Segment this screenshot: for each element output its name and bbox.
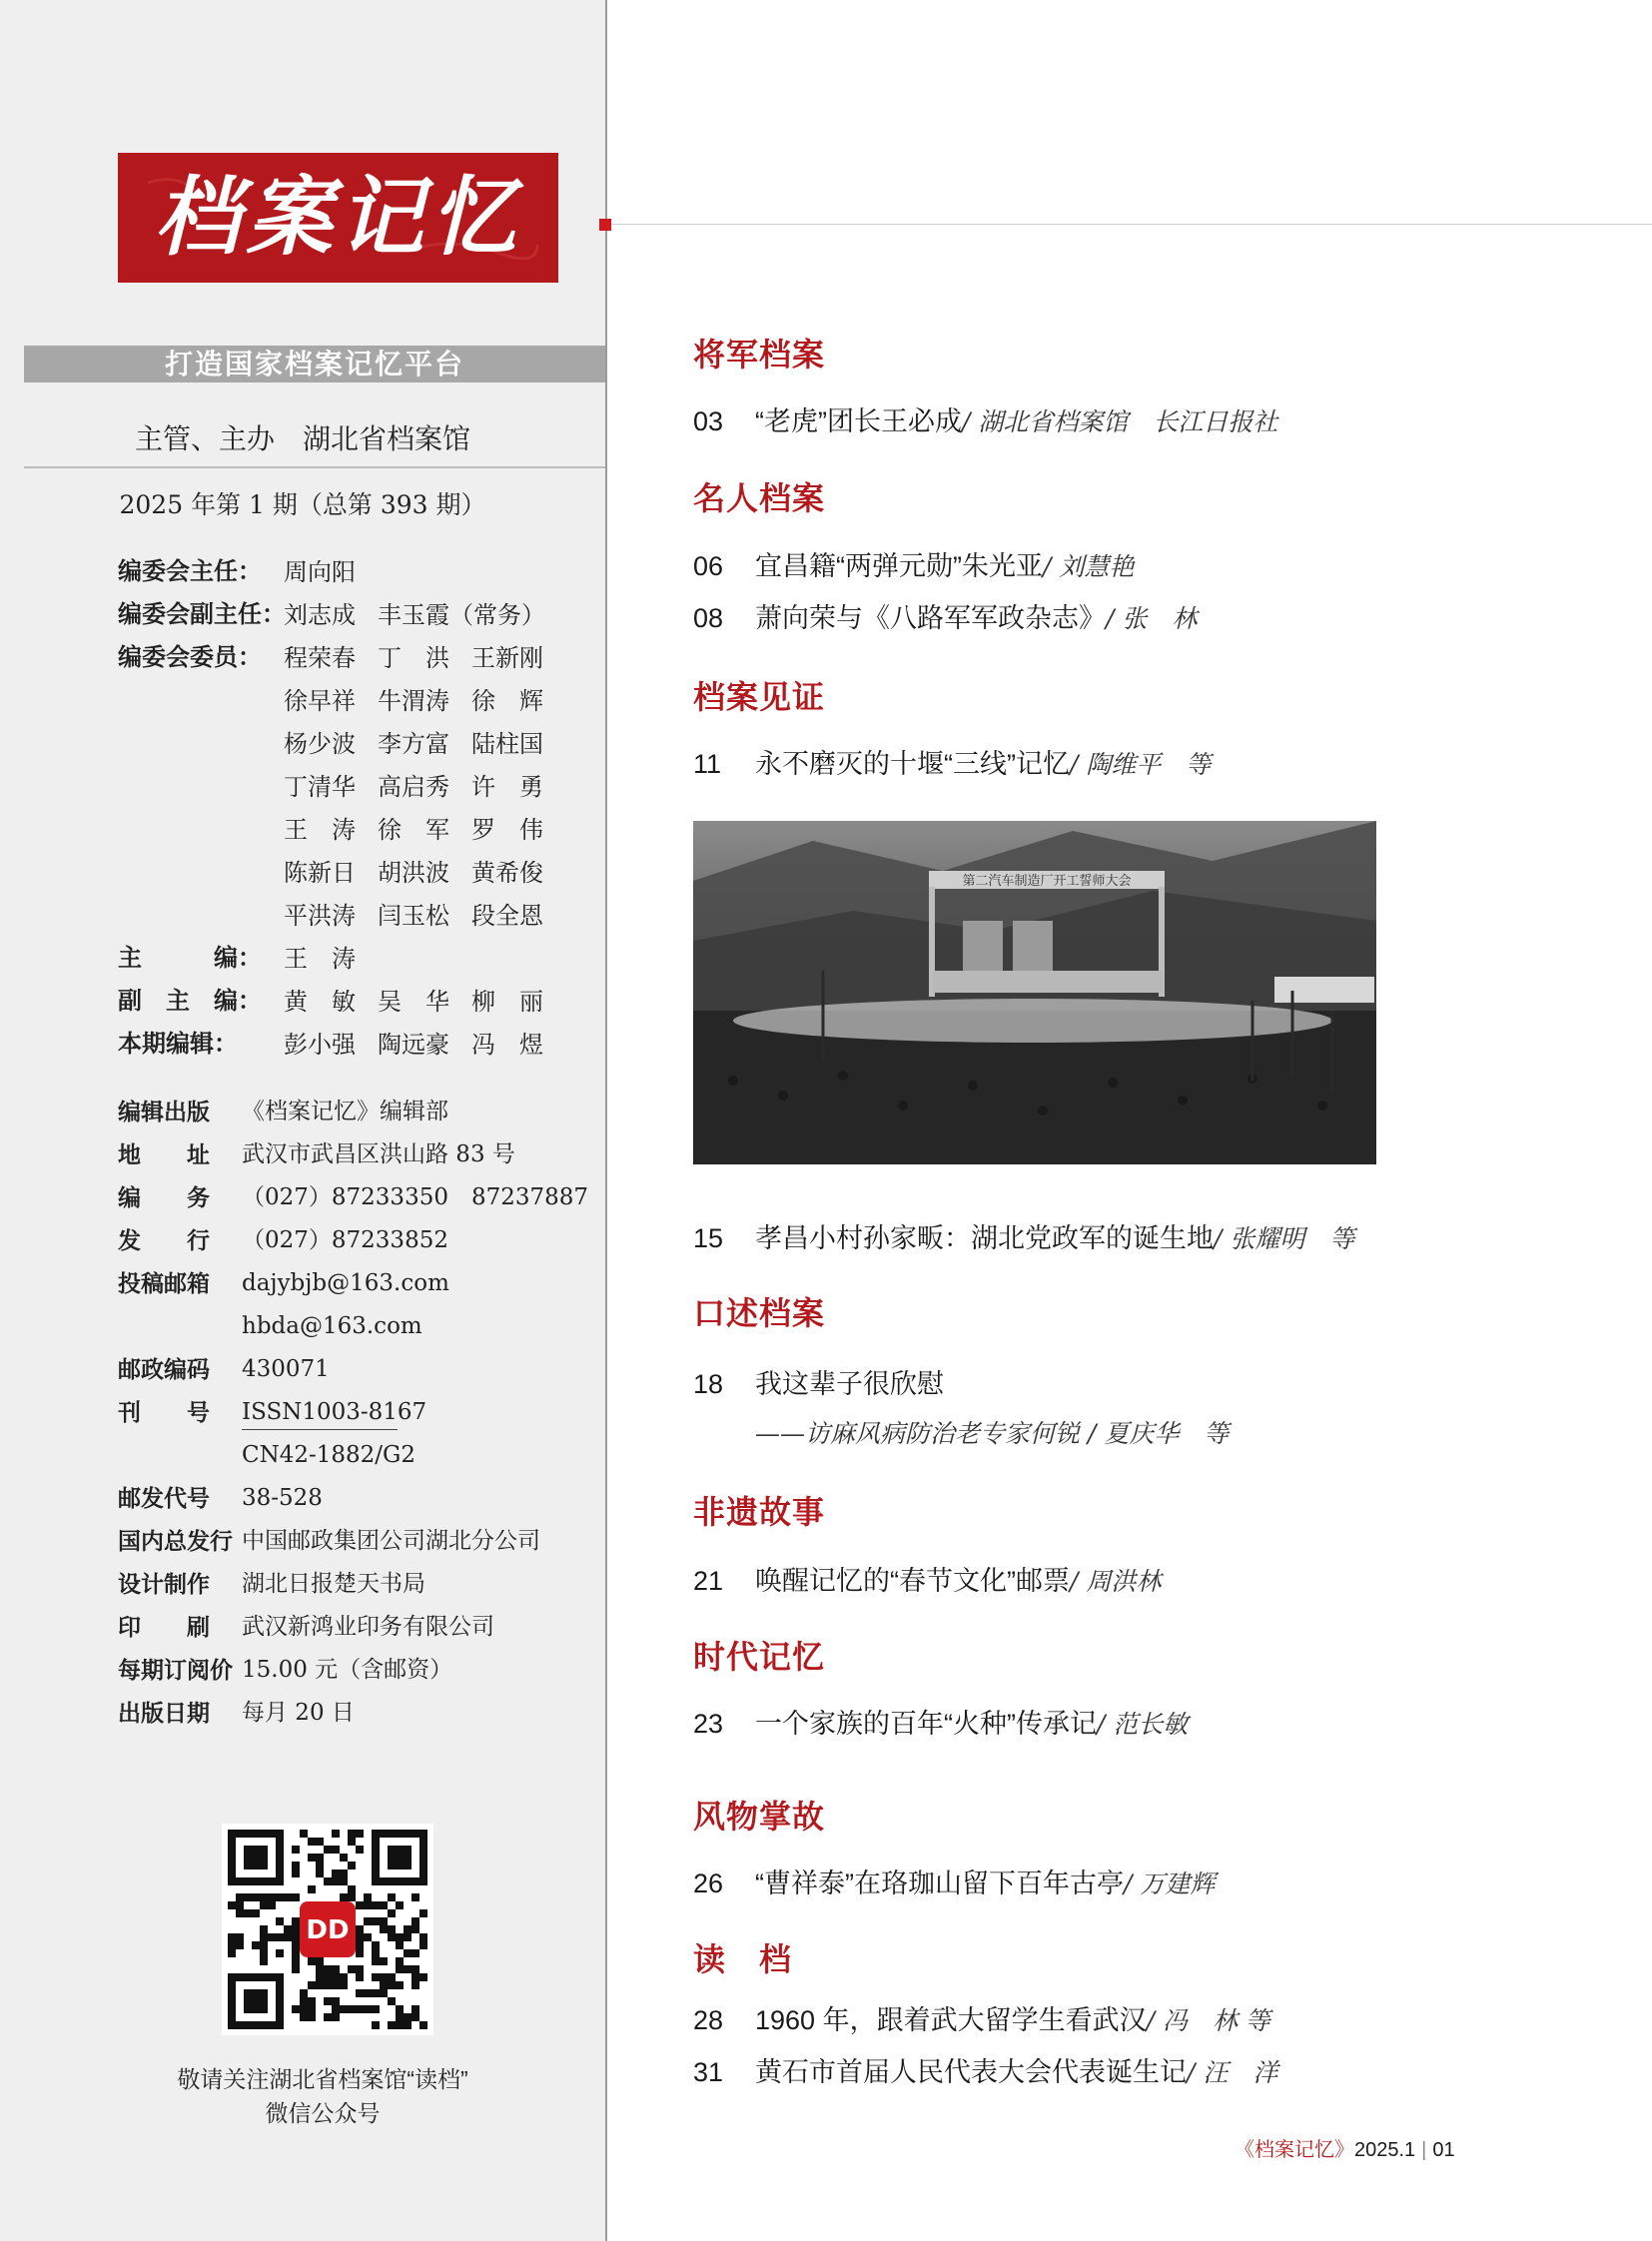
editorial-names bbox=[284, 856, 565, 890]
toc-entry[interactable] bbox=[693, 1559, 1161, 1598]
toc-entry[interactable] bbox=[693, 399, 1277, 438]
toc-article-author: / 周洪林 bbox=[1069, 1567, 1162, 1596]
toc-page-number: 28 bbox=[693, 2005, 724, 2035]
toc-article-author: / 湖北省档案馆 长江日报社 bbox=[961, 407, 1278, 436]
toc-article-author: / 刘慧艳 bbox=[1042, 552, 1135, 581]
publication-value: （027）87233350 87237887 bbox=[242, 1184, 589, 1210]
toc-article-title: 萧向荣与《八路军军政杂志》 bbox=[755, 603, 1106, 633]
toc-article-title: 宜昌籍“两弹元勋”朱光亚 bbox=[755, 551, 1043, 581]
publication-value: ISSN1003-8167 bbox=[242, 1399, 427, 1425]
publication-value: （027）87233852 bbox=[242, 1227, 448, 1253]
editor-name: 柳 丽 bbox=[471, 988, 543, 1016]
publication-value: 《档案记忆》编辑部 bbox=[242, 1099, 448, 1124]
editor-name: 陆柱国 bbox=[471, 730, 543, 758]
editorial-names bbox=[284, 813, 565, 847]
editorial-names bbox=[284, 598, 567, 632]
toc-article-author: / 张耀明 等 bbox=[1214, 1224, 1355, 1253]
editor-name: 胡洪波 bbox=[378, 859, 449, 887]
publication-value[interactable]: hbda@163.com bbox=[242, 1313, 422, 1339]
toc-section-heading: 非遗故事 bbox=[693, 1494, 826, 1530]
publication-value: 武汉新鸿业印务有限公司 bbox=[242, 1614, 494, 1640]
toc-entry[interactable] bbox=[693, 1862, 1215, 1900]
toc-article-author: / 汪 洋 bbox=[1187, 2058, 1278, 2087]
publication-value: 15.00 元（含邮资） bbox=[242, 1657, 453, 1683]
publication-label: 设计制作 bbox=[118, 1571, 210, 1597]
toc-page-number: 31 bbox=[693, 2057, 724, 2087]
toc-entry[interactable] bbox=[693, 1998, 1270, 2037]
publication-label: 国内总发行 bbox=[118, 1528, 233, 1554]
toc-article-title: 一个家族的百年“火种”传承记 bbox=[755, 1709, 1097, 1739]
editor-name: 丰玉霞（常务） bbox=[378, 601, 545, 629]
editorial-role: 编委会委员： bbox=[118, 644, 262, 671]
footer-separator: | bbox=[1421, 2139, 1427, 2161]
toc-section-heading: 将军档案 bbox=[693, 337, 826, 373]
toc-section-heading: 名人档案 bbox=[693, 480, 826, 516]
editor-name: 平洪涛 bbox=[284, 902, 356, 930]
publication-label: 邮发代号 bbox=[118, 1485, 210, 1511]
editor-name: 刘志成 bbox=[284, 601, 356, 629]
logo-calligraphy: 档案记忆 bbox=[154, 167, 522, 268]
editor-name: 闫玉松 bbox=[378, 902, 449, 930]
sponsor-divider bbox=[24, 466, 605, 468]
editorial-role: 主 编： bbox=[118, 945, 262, 972]
toc-entry[interactable] bbox=[693, 1216, 1354, 1255]
toc-article-subtitle: ——访麻风病防治老专家何锐 / 夏庆华 等 bbox=[755, 1419, 1230, 1448]
editorial-role: 编委会主任： bbox=[118, 558, 262, 585]
slogan: 打造国家档案记忆平台 bbox=[164, 348, 464, 380]
sponsor-line: 主管、主办 湖北省档案馆 bbox=[134, 423, 470, 454]
editor-name: 许 勇 bbox=[471, 773, 543, 801]
editor-name: 杨少波 bbox=[284, 730, 356, 758]
editor-name: 高启秀 bbox=[378, 773, 449, 801]
toc-entry[interactable] bbox=[693, 2050, 1277, 2089]
footer-page-number: 01 bbox=[1432, 2139, 1455, 2161]
publication-label: 投稿邮箱 bbox=[118, 1270, 210, 1296]
editor-name: 王新刚 bbox=[471, 644, 543, 672]
toc-section-heading: 口述档案 bbox=[693, 1295, 826, 1331]
toc-page-number: 15 bbox=[693, 1223, 724, 1253]
toc-section-heading: 时代记忆 bbox=[693, 1639, 826, 1675]
toc-article-title: 唤醒记忆的“春节文化”邮票 bbox=[755, 1566, 1070, 1596]
toc-article-author: / 张 林 bbox=[1106, 604, 1198, 633]
toc-section-heading: 风物掌故 bbox=[693, 1799, 826, 1835]
editor-name: 王 涛 bbox=[284, 945, 356, 973]
editor-name: 彭小强 bbox=[284, 1031, 356, 1059]
accent-square bbox=[599, 219, 611, 231]
publication-label: 地 址 bbox=[118, 1141, 210, 1167]
editor-name: 程荣春 bbox=[284, 644, 356, 672]
editor-name: 牛渭涛 bbox=[378, 687, 449, 715]
toc-article-author: / 万建辉 bbox=[1123, 1869, 1216, 1898]
publication-label: 编 务 bbox=[118, 1184, 210, 1210]
toc-entry[interactable] bbox=[693, 1362, 944, 1401]
magazine-logo bbox=[118, 153, 558, 283]
editorial-names bbox=[284, 770, 565, 804]
editorial-role: 编委会副主任： bbox=[118, 601, 286, 628]
editorial-names bbox=[284, 1028, 565, 1062]
editor-name: 徐早祥 bbox=[284, 687, 356, 715]
editor-name: 徐 辉 bbox=[471, 687, 543, 715]
toc-article-title: 永不磨灭的十堰“三线”记忆 bbox=[755, 749, 1070, 779]
publication-value: 38-528 bbox=[242, 1485, 323, 1511]
publication-value: 中国邮政集团公司湖北分公司 bbox=[242, 1528, 540, 1554]
toc-entry[interactable] bbox=[693, 544, 1134, 583]
editorial-names bbox=[284, 727, 565, 761]
issn-underline bbox=[242, 1429, 398, 1430]
publication-value[interactable]: dajybjb@163.com bbox=[242, 1270, 449, 1296]
editor-name: 黄希俊 bbox=[471, 859, 543, 887]
editorial-role: 本期编辑： bbox=[118, 1031, 238, 1058]
editor-name: 徐 军 bbox=[378, 816, 449, 844]
toc-entry[interactable] bbox=[693, 596, 1197, 635]
photo-banner-text: 第二汽车制造厂开工誓师大会 bbox=[962, 874, 1132, 889]
publication-label: 印 刷 bbox=[118, 1614, 210, 1640]
publication-value: 430071 bbox=[242, 1356, 330, 1382]
publication-label: 出版日期 bbox=[118, 1700, 210, 1726]
toc-article-title: 我这辈子很欣慰 bbox=[755, 1369, 944, 1399]
editor-name: 吴 华 bbox=[378, 988, 449, 1016]
toc-article-author: / 范长敏 bbox=[1096, 1710, 1189, 1739]
publication-label: 刊 号 bbox=[118, 1399, 210, 1425]
historical-photo bbox=[693, 821, 1376, 1164]
toc-article-title: 黄石市首届人民代表大会代表诞生记 bbox=[755, 2057, 1187, 2087]
page-footer bbox=[1235, 2133, 1455, 2162]
editorial-names bbox=[284, 641, 565, 675]
publication-value: CN42-1882/G2 bbox=[242, 1442, 416, 1468]
toc-page-number: 06 bbox=[693, 551, 724, 581]
editor-name: 周向阳 bbox=[284, 558, 356, 586]
toc-article-title: 孝昌小村孙家畈：湖北党政军的诞生地 bbox=[755, 1223, 1214, 1253]
editorial-role: 副 主 编： bbox=[118, 988, 262, 1015]
toc-page-number: 26 bbox=[693, 1868, 724, 1898]
qr-caption-line2: 微信公众号 bbox=[265, 2100, 381, 2126]
publication-value: 武汉市武昌区洪山路 83 号 bbox=[242, 1141, 515, 1167]
editorial-names bbox=[284, 985, 565, 1019]
editorial-names bbox=[284, 555, 378, 589]
toc-section-heading: 档案见证 bbox=[693, 679, 826, 715]
toc-page-number: 18 bbox=[693, 1369, 724, 1399]
top-divider bbox=[611, 224, 1652, 225]
editorial-names bbox=[284, 899, 565, 933]
publication-value: 每月 20 日 bbox=[242, 1700, 355, 1726]
toc-entry[interactable] bbox=[693, 742, 1211, 781]
toc-article-title: 1960 年，跟着武大留学生看武汉 bbox=[755, 2005, 1147, 2035]
toc-section-heading: 读 档 bbox=[693, 1941, 793, 1977]
toc-page-number: 08 bbox=[693, 603, 724, 633]
toc-article-author: / 冯 林 等 bbox=[1146, 2006, 1270, 2035]
qr-code[interactable] bbox=[222, 1824, 433, 2035]
editor-name: 段全恩 bbox=[471, 902, 543, 930]
qr-center-badge: DD bbox=[306, 1915, 350, 1945]
toc-article-title: “老虎”团长王必成 bbox=[755, 406, 962, 436]
toc-article-author: / 陶维平 等 bbox=[1069, 750, 1212, 779]
editor-name: 陶远豪 bbox=[378, 1031, 449, 1059]
editor-name: 李方富 bbox=[378, 730, 449, 758]
toc-page-number: 23 bbox=[693, 1709, 724, 1739]
editor-name: 丁清华 bbox=[284, 773, 356, 801]
editorial-names bbox=[284, 942, 378, 976]
editor-name: 冯 煜 bbox=[471, 1031, 543, 1059]
publication-value: 湖北日报楚天书局 bbox=[242, 1571, 425, 1597]
toc-page-number: 21 bbox=[693, 1566, 724, 1596]
publication-label: 编辑出版 bbox=[118, 1099, 210, 1124]
publication-label: 每期订阅价 bbox=[118, 1657, 233, 1683]
publication-label: 发 行 bbox=[118, 1227, 210, 1253]
editor-name: 罗 伟 bbox=[471, 816, 543, 844]
editor-name: 黄 敏 bbox=[284, 988, 356, 1016]
publication-label: 邮政编码 bbox=[118, 1356, 210, 1382]
footer-issue: 2025.1 bbox=[1354, 2139, 1416, 2161]
toc-article-title: “曹祥泰”在珞珈山留下百年古亭 bbox=[755, 1868, 1124, 1898]
editorial-names bbox=[284, 684, 565, 718]
toc-page-number: 11 bbox=[693, 749, 722, 779]
toc-page-number: 03 bbox=[693, 406, 724, 436]
rally-photo-icon bbox=[693, 821, 1376, 1164]
editor-name: 王 涛 bbox=[284, 816, 356, 844]
qr-code-icon bbox=[222, 1824, 433, 2035]
editor-name: 丁 洪 bbox=[378, 644, 449, 672]
issue-number: 2025 年第 1 期（总第 393 期） bbox=[119, 490, 486, 519]
footer-magazine: 《档案记忆》 bbox=[1235, 2139, 1354, 2161]
toc-entry[interactable] bbox=[693, 1702, 1188, 1741]
qr-caption-line1: 敬请关注湖北省档案馆“读档” bbox=[177, 2066, 468, 2092]
editor-name: 陈新日 bbox=[284, 859, 356, 887]
